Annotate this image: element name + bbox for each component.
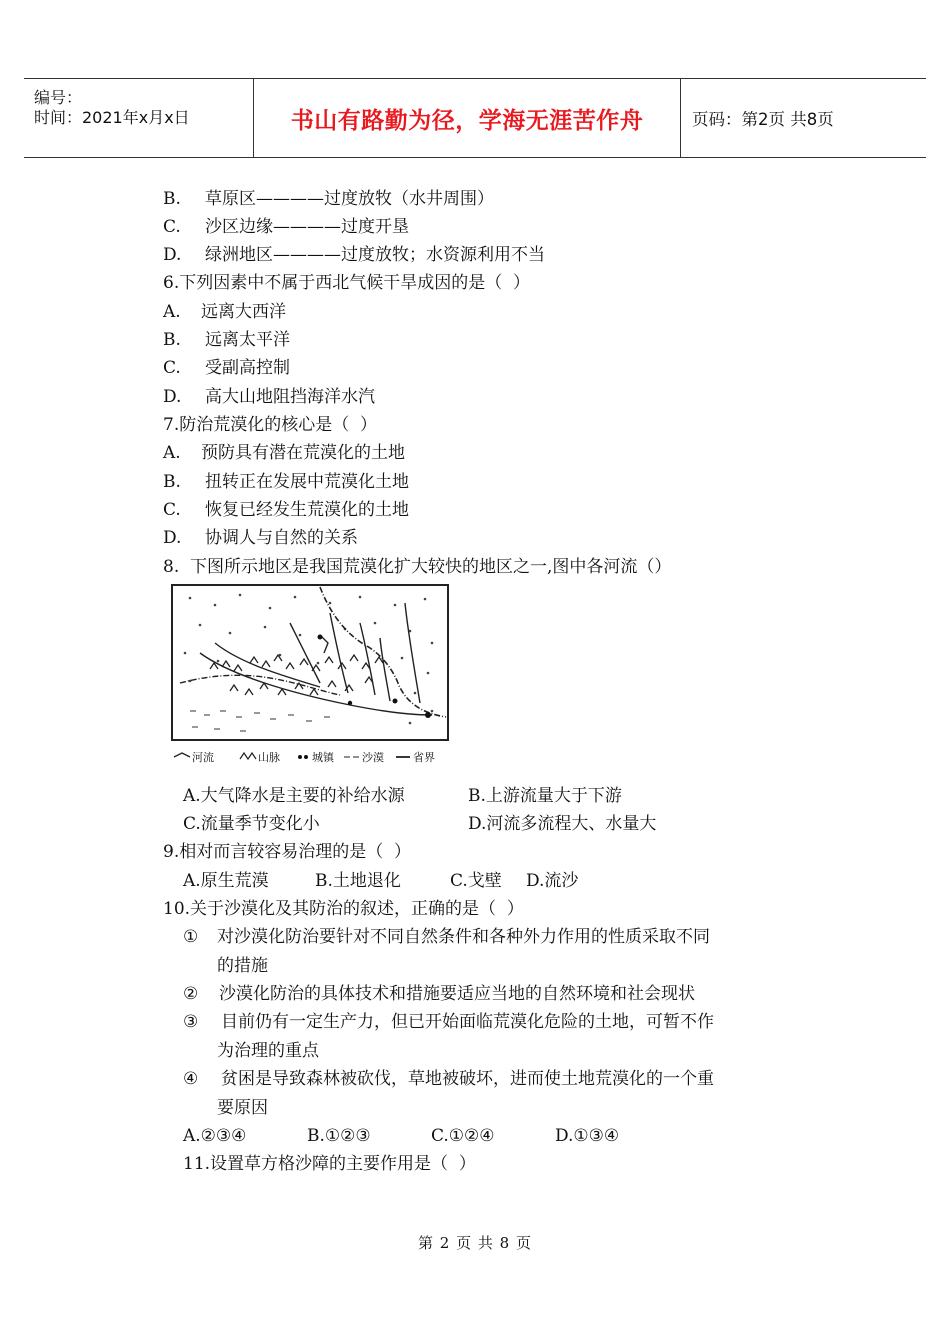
q8-option-a: A.大气降水是主要的补给水源	[183, 786, 405, 806]
q10-item-3-cont: 为治理的重点	[217, 1041, 319, 1061]
q6-option-d: D. 高大山地阻挡海洋水汽	[163, 387, 375, 407]
document-header	[24, 78, 926, 158]
number-label: 编号：	[34, 88, 83, 107]
legend-town-symbol	[298, 755, 302, 759]
map-legend	[174, 750, 435, 764]
q5-option-c: C. 沙区边缘————过度开垦	[163, 217, 409, 237]
legend-river: 河流	[192, 751, 214, 764]
q9-option-d: D.流沙	[526, 871, 579, 891]
q9-option-a: A.原生荒漠	[183, 871, 269, 891]
header-motto-cell	[253, 79, 681, 157]
legend-mountain-symbol	[240, 753, 256, 759]
q5-option-d: D. 绿洲地区————过度放牧；水资源利用不当	[163, 245, 545, 265]
q10-option-a: A.②③④	[183, 1126, 247, 1146]
q6-option-b: B. 远离太平洋	[163, 330, 290, 350]
time-label: 时间：2021年x月x日	[34, 108, 190, 127]
q10-option-b: B.①②③	[307, 1126, 371, 1146]
q8-option-c: C.流量季节变化小	[183, 814, 320, 834]
legend-river-symbol	[174, 753, 190, 757]
q10-item-4-cont: 要原因	[217, 1098, 268, 1118]
q10-item-3: ③ 目前仍有一定生产力，但已开始面临荒漠化危险的土地，可暂不作	[183, 1012, 714, 1032]
desertification-region-map	[170, 583, 450, 768]
q10-item-4: ④ 贫困是导致森林被砍伐，草地被破坏，进而使土地荒漠化的一个重	[183, 1069, 714, 1089]
q8-option-b: B.上游流量大于下游	[468, 786, 622, 806]
q7-option-b: B. 扭转正在发展中荒漠化土地	[163, 472, 409, 492]
legend-town: 城镇	[312, 751, 334, 764]
q10-item-1: ① 对沙漠化防治要针对不同自然条件和各种外力作用的性质采取不同	[183, 927, 710, 947]
q9-option-b: B.土地退化	[315, 871, 401, 891]
q7-option-c: C. 恢复已经发生荒漠化的土地	[163, 500, 409, 520]
q7-stem: 7.防治荒漠化的核心是（ ）	[163, 415, 378, 435]
q10-option-d: D.①③④	[555, 1126, 620, 1146]
header-meta	[24, 79, 253, 157]
q5-option-b: B. 草原区————过度放牧（水井周围）	[163, 189, 494, 209]
q9-stem: 9.相对而言较容易治理的是（ ）	[163, 842, 412, 862]
q6-option-a: A. 远离大西洋	[163, 302, 286, 322]
q11-stem: 11.设置草方格沙障的主要作用是（ ）	[183, 1154, 476, 1174]
legend-mountain: 山脉	[258, 751, 280, 764]
q9-option-c: C.戈壁	[450, 871, 502, 891]
q6-stem: 6.下列因素中不属于西北气候干旱成因的是（ ）	[163, 273, 531, 293]
legend-boundary: 省界	[413, 751, 435, 764]
q6-option-c: C. 受副高控制	[163, 358, 290, 378]
q10-stem: 10.关于沙漠化及其防治的叙述，正确的是（ ）	[163, 899, 524, 919]
q8-stem: 8. 下图所示地区是我国荒漠化扩大较快的地区之一,图中各河流（）	[163, 557, 672, 577]
page-footer: 第 2 页 共 8 页	[418, 1234, 532, 1252]
q8-option-d: D.河流多流程大、水量大	[468, 814, 657, 834]
legend-desert: 沙漠	[362, 751, 384, 764]
page-info: 页码：第2页 共8页	[692, 110, 834, 129]
q7-option-d: D. 协调人与自然的关系	[163, 528, 358, 548]
q7-option-a: A. 预防具有潜在荒漠化的土地	[163, 443, 405, 463]
header-page-cell	[680, 79, 926, 157]
q10-option-c: C.①②④	[431, 1126, 495, 1146]
q10-item-2: ② 沙漠化防治的具体技术和措施要适应当地的自然环境和社会现状	[183, 984, 695, 1004]
motto: 书山有路勤为径，学海无涯苦作舟	[290, 107, 644, 134]
q10-item-1-cont: 的措施	[217, 956, 268, 976]
